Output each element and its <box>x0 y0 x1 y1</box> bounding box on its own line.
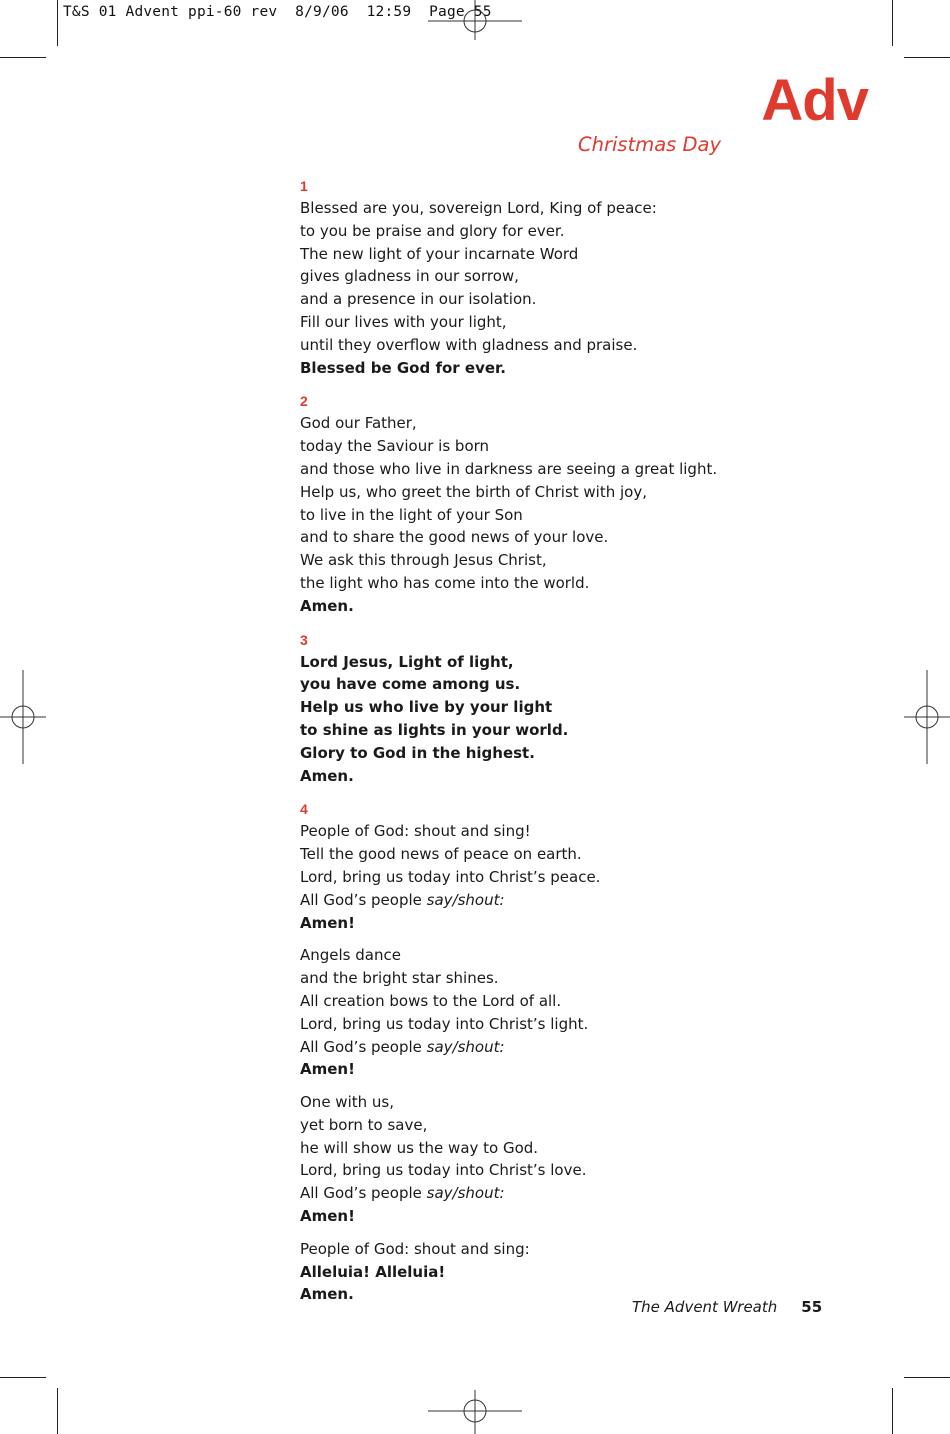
stanza <box>300 820 860 934</box>
prayer-line <box>300 412 860 435</box>
stanza <box>300 1091 860 1228</box>
line-text: he will show us the way to God. <box>300 1138 539 1157</box>
print-slug: T&S 01 Advent ppi-60 rev 8/9/06 12:59 Page 55 <box>63 4 492 20</box>
prayer-section <box>300 629 860 788</box>
line-text: Amen. <box>300 1285 354 1304</box>
rubric: say/shout: <box>426 1184 505 1203</box>
crop-mark <box>57 0 58 46</box>
prayer-content <box>300 175 860 1317</box>
prayer-section <box>300 175 860 379</box>
response-line <box>300 1205 860 1228</box>
stanza <box>300 1238 860 1306</box>
line-text: Amen. <box>300 596 354 615</box>
line-text: the light who has come into the world. <box>300 573 590 592</box>
registration-mark-icon <box>904 670 950 764</box>
line-text: Angels dance <box>300 946 401 965</box>
prayer-line <box>300 1137 860 1160</box>
response-line <box>300 912 860 935</box>
line-text: and those who live in darkness are seeing a great light. <box>300 459 718 478</box>
prayer-line <box>300 1238 860 1261</box>
line-text: Alleluia! Alleluia! <box>300 1262 446 1281</box>
prayer-line <box>300 1091 860 1114</box>
page-subtitle: Christmas Day <box>578 133 722 156</box>
line-text: Amen! <box>300 1207 355 1226</box>
line-text: Fill our lives with your light, <box>300 312 507 331</box>
line-text: to you be praise and glory for ever. <box>300 221 565 240</box>
response-line <box>300 1261 860 1284</box>
prayer-line <box>300 265 860 288</box>
response-line <box>300 765 860 788</box>
prayer-line <box>300 967 860 990</box>
response-line <box>300 742 860 765</box>
prayer-line <box>300 843 860 866</box>
crop-mark <box>0 57 46 58</box>
line-text: until they overflow with gladness and praise. <box>300 335 638 354</box>
response-line <box>300 651 860 674</box>
section-number: 2 <box>300 393 308 410</box>
response-line <box>300 357 860 380</box>
line-text: you have come among us. <box>300 675 521 694</box>
page-footer <box>632 1298 822 1316</box>
response-line <box>300 595 860 618</box>
crop-mark <box>904 1377 950 1378</box>
line-text: Amen. <box>300 766 354 785</box>
prayer-line <box>300 458 860 481</box>
line-text: We ask this through Jesus Christ, <box>300 551 547 570</box>
stanza <box>300 197 860 379</box>
section-tab-label: Adv <box>761 68 868 133</box>
prayer-section <box>300 390 860 617</box>
prayer-line <box>300 572 860 595</box>
line-text: Help us who live by your light <box>300 698 553 717</box>
prayer-line <box>300 243 860 266</box>
line-text: yet born to save, <box>300 1115 428 1134</box>
registration-mark-icon <box>428 0 522 40</box>
prayer-line <box>300 288 860 311</box>
prayer-line <box>300 549 860 572</box>
response-line <box>300 719 860 742</box>
crop-mark <box>0 1377 46 1378</box>
registration-mark-icon <box>0 670 46 764</box>
line-text: Amen! <box>300 1060 355 1079</box>
line-text: Help us, who greet the birth of Christ with joy, <box>300 482 647 501</box>
prayer-line <box>300 944 860 967</box>
line-text: Blessed be God for ever. <box>300 358 506 377</box>
line-text: to shine as lights in your world. <box>300 720 569 739</box>
line-text: People of God: shout and sing: <box>300 1239 530 1258</box>
prayer-line <box>300 990 860 1013</box>
line-text: and a presence in our isolation. <box>300 290 537 309</box>
line-text: and the bright star shines. <box>300 969 499 988</box>
section-number: 4 <box>300 801 308 818</box>
rubric: say/shout: <box>426 890 505 909</box>
line-text: gives gladness in our sorrow, <box>300 267 519 286</box>
response-line <box>300 696 860 719</box>
prayer-line <box>300 866 860 889</box>
prayer-line <box>300 481 860 504</box>
crop-mark <box>892 1388 893 1434</box>
prayer-line <box>300 1182 860 1205</box>
prayer-line <box>300 334 860 357</box>
prayer-line <box>300 820 860 843</box>
registration-mark-icon <box>428 1390 522 1434</box>
running-footer-title: The Advent Wreath <box>632 1298 778 1316</box>
prayer-line <box>300 197 860 220</box>
line-text: All creation bows to the Lord of all. <box>300 991 562 1010</box>
line-text: All God’s people <box>300 1184 422 1203</box>
line-text: One with us, <box>300 1093 394 1112</box>
line-text: to live in the light of your Son <box>300 505 523 524</box>
section-number: 1 <box>300 178 308 194</box>
line-text: Blessed are you, sovereign Lord, King of peace: <box>300 199 657 217</box>
line-text: Amen! <box>300 913 355 932</box>
line-text: today the Saviour is born <box>300 437 490 456</box>
rubric: say/shout: <box>426 1037 505 1056</box>
prayer-line <box>300 1114 860 1137</box>
prayer-line <box>300 311 860 334</box>
crop-mark <box>57 1388 58 1434</box>
line-text: All God’s people <box>300 1037 422 1056</box>
prayer-section <box>300 798 860 1306</box>
prayer-line <box>300 1159 860 1182</box>
line-text: Lord, bring us today into Christ’s love. <box>300 1161 587 1180</box>
prayer-line <box>300 1013 860 1036</box>
line-text: Lord, bring us today into Christ’s peace. <box>300 867 601 886</box>
prayer-line <box>300 504 860 527</box>
prayer-line <box>300 889 860 912</box>
prayer-line <box>300 1036 860 1059</box>
line-text: Tell the good news of peace on earth. <box>300 845 582 864</box>
line-text: People of God: shout and sing! <box>300 822 531 841</box>
line-text: Lord Jesus, Light of light, <box>300 652 514 671</box>
line-text: All God’s people <box>300 890 422 909</box>
crop-mark <box>892 0 893 46</box>
response-line <box>300 1058 860 1081</box>
line-text: God our Father, <box>300 414 417 433</box>
stanza <box>300 651 860 788</box>
line-text: and to share the good news of your love. <box>300 528 609 547</box>
line-text: Lord, bring us today into Christ’s light. <box>300 1014 589 1033</box>
stanza <box>300 412 860 617</box>
crop-mark <box>904 57 950 58</box>
stanza <box>300 944 860 1081</box>
prayer-line <box>300 435 860 458</box>
response-line <box>300 673 860 696</box>
section-number: 3 <box>300 631 308 648</box>
prayer-line <box>300 220 860 243</box>
page-number: 55 <box>801 1298 823 1316</box>
line-text: The new light of your incarnate Word <box>300 244 579 263</box>
line-text: Glory to God in the highest. <box>300 743 535 762</box>
prayer-line <box>300 526 860 549</box>
